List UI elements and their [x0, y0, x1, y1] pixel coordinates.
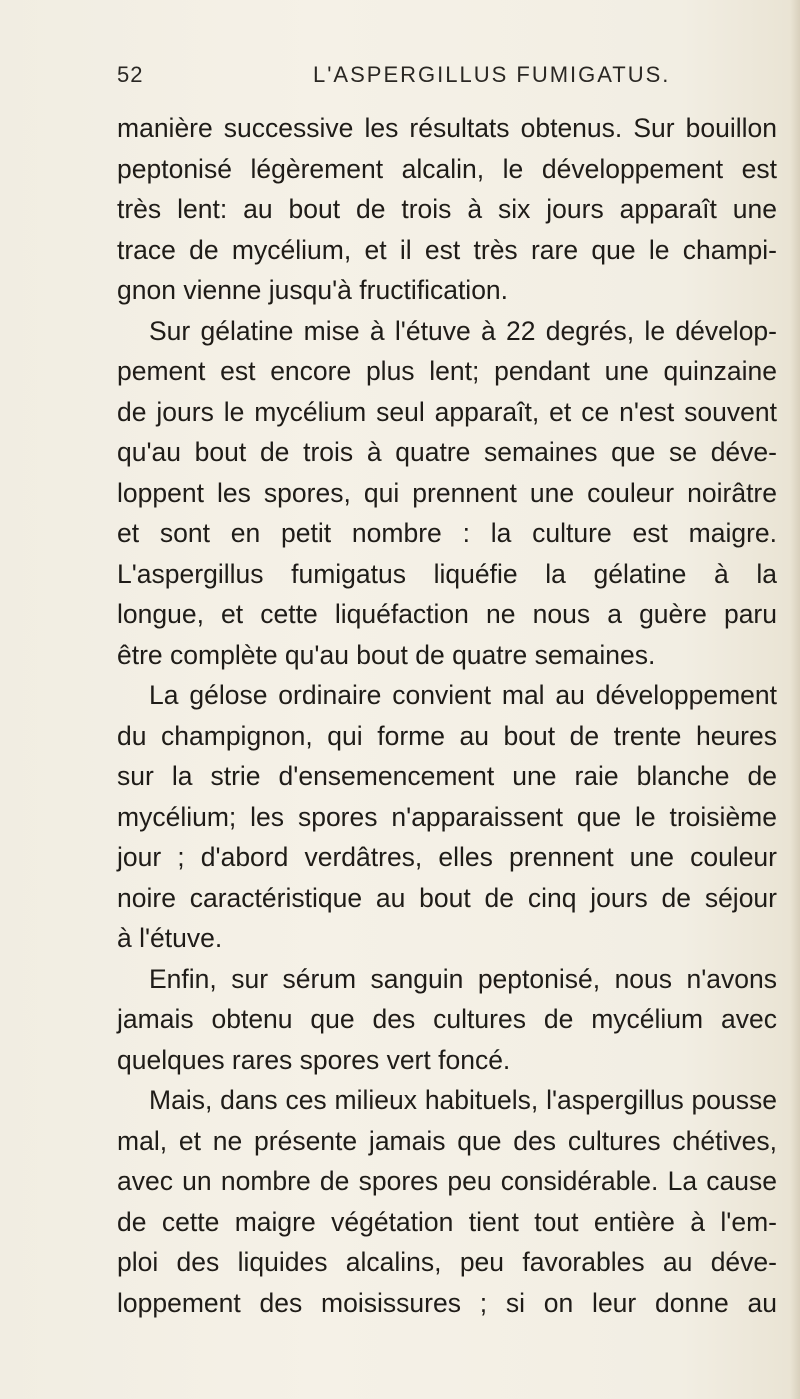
text-line: et sont en petit nombre : la culture est maigre.: [117, 518, 777, 548]
text-line: très lent: au bout de trois à six jours apparaît une: [117, 194, 777, 224]
running-head: L'ASPERGILLUS FUMIGATUS.: [313, 62, 671, 87]
text-line: à l'étuve.: [117, 923, 223, 953]
text-line: de jours le mycélium seul apparaît, et ce n'est souvent: [117, 396, 777, 427]
text-line: qu'au bout de trois à quatre semaines que se déve-: [117, 437, 777, 467]
text-line: ploi des liquides alcalins, peu favorables au déve-: [117, 1247, 777, 1277]
text-line: mycélium; les spores n'apparaissent que le troisième: [117, 801, 777, 832]
text-line: L'aspergillus fumigatus liquéfie la gélatine à la: [117, 558, 777, 589]
text-line: sur la strie d'ensemencement une raie blanche de: [117, 761, 777, 791]
text-line: noire caractéristique au bout de cinq jours de séjour: [117, 882, 777, 913]
text-line: loppent les spores, qui prennent une couleur noirâtre: [117, 477, 777, 508]
page-header: [117, 62, 777, 92]
text-line: loppement des moisissures ; si on leur donne au: [117, 1287, 777, 1318]
text-line: Enfin, sur sérum sanguin peptonisé, nous n'avons: [149, 963, 777, 994]
text-line: Mais, dans ces milieux habituels, l'aspergillus pousse: [149, 1085, 777, 1115]
page-number: 52: [117, 62, 144, 87]
text-line: trace de mycélium, et il est très rare que le champi-: [117, 234, 777, 265]
text-line: pement est encore plus lent; pendant une quinzaine: [117, 356, 777, 386]
text-line: mal, et ne présente jamais que des cultures chétives,: [117, 1125, 777, 1156]
text-line: jamais obtenu que des cultures de mycélium avec: [117, 1004, 777, 1034]
text-line: jour ; d'abord verdâtres, elles prennent une couleur: [117, 842, 777, 872]
text-line: gnon vienne jusqu'à fructification.: [117, 275, 509, 305]
text-line: de cette maigre végétation tient tout entière à l'em-: [117, 1206, 777, 1237]
text-line: longue, et cette liquéfaction ne nous a guère paru: [117, 599, 777, 629]
text-line: du champignon, qui forme au bout de trente heures: [117, 720, 777, 751]
text-line: La gélose ordinaire convient mal au développement: [149, 680, 777, 710]
text-line: quelques rares spores vert foncé.: [117, 1044, 511, 1075]
text-line: peptonisé légèrement alcalin, le développement est: [117, 153, 777, 184]
text-line: Sur gélatine mise à l'étuve à 22 degrés, le dévelop-: [149, 315, 777, 346]
body-text: [117, 108, 777, 1323]
text-line: avec un nombre de spores peu considérable. La cause: [117, 1166, 777, 1196]
text-line: être complète qu'au bout de quatre semaines.: [117, 639, 656, 670]
page-edge-shadow: [790, 0, 800, 1399]
text-line: manière successive les résultats obtenus. Sur bouillon: [117, 113, 777, 143]
